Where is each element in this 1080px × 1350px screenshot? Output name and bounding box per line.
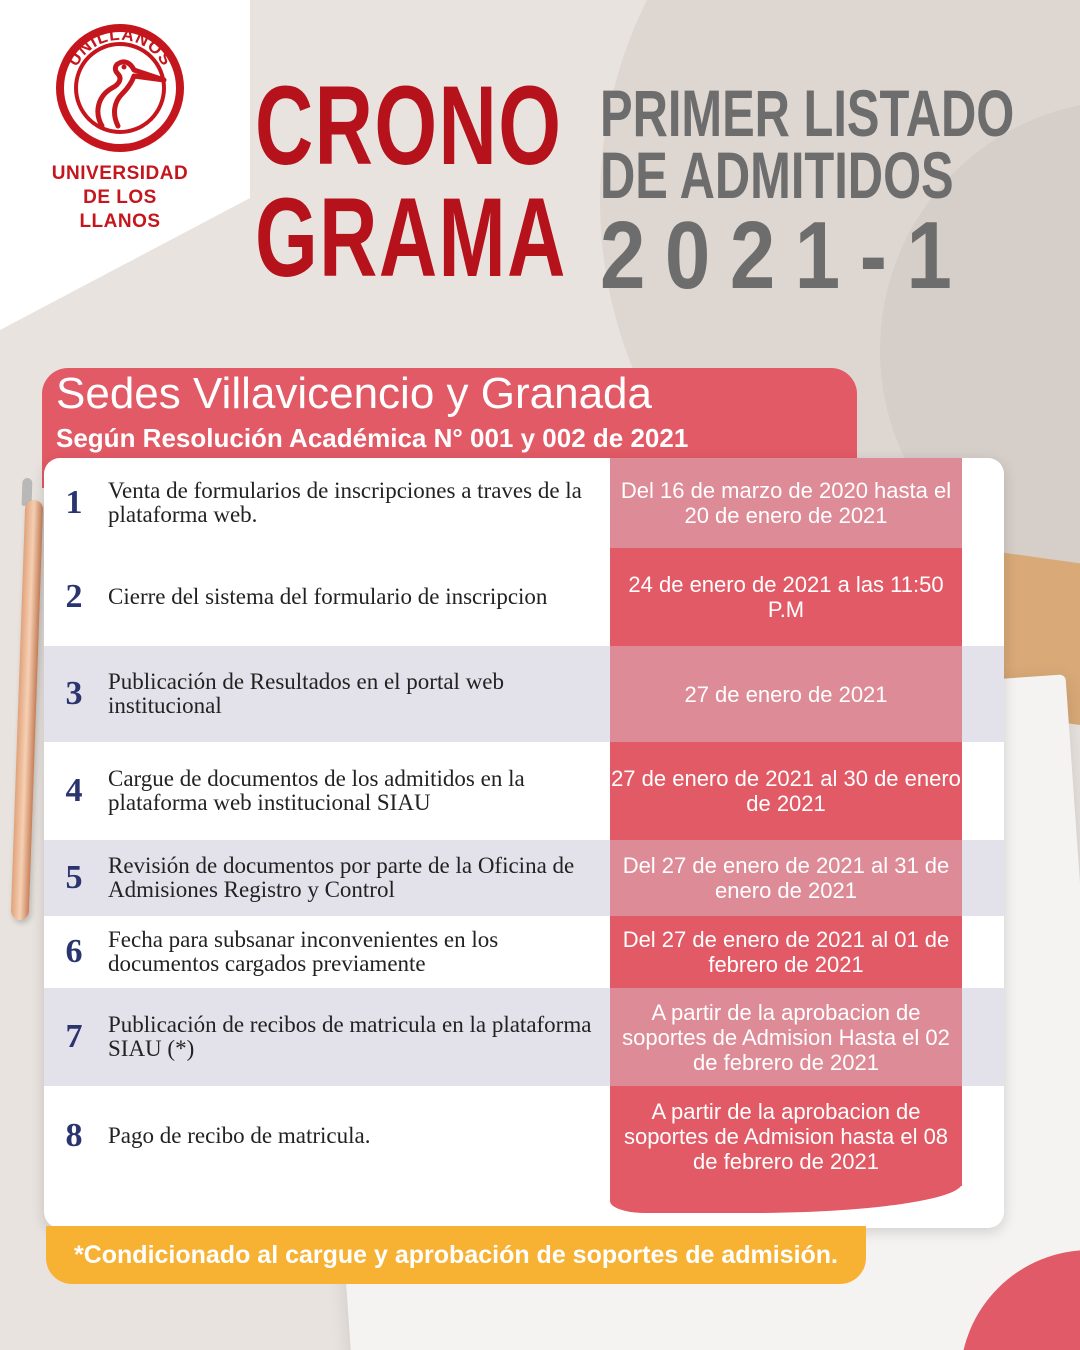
step-description: Revisión de documentos por parte de la Oficina de Admisiones Registro y Control (108, 853, 575, 902)
step-date: 27 de enero de 2021 al 30 de enero de 2021 (610, 742, 962, 840)
step-description: Fecha para subsanar inconvenientes en los documentos cargados previamente (108, 927, 499, 976)
step-date: Del 27 de enero de 2021 al 31 de enero de 2021 (610, 840, 962, 916)
step-date: 27 de enero de 2021 (610, 646, 962, 742)
step-number: 3 (65, 675, 83, 712)
step-number: 5 (65, 859, 83, 896)
schedule-row (44, 988, 1004, 1086)
schedule-row (44, 646, 1004, 742)
step-description: Cargue de documentos de los admitidos en la plataforma web institucional SIAU (108, 766, 525, 815)
step-number: 6 (65, 933, 83, 970)
step-description: Pago de recibo de matricula. (108, 1123, 371, 1148)
title-right-line3: 2021-1 (600, 202, 972, 309)
step-number: 1 (65, 484, 83, 521)
step-number: 8 (65, 1117, 83, 1154)
step-date: A partir de la aprobacion de soportes de Admision hasta el 08 de febrero de 2021 (610, 1086, 962, 1186)
heron-emblem-icon (54, 22, 186, 154)
university-name (40, 162, 200, 234)
background-pen (11, 500, 44, 920)
step-date: Del 16 de marzo de 2020 hasta el 20 de enero de 2021 (610, 458, 962, 548)
university-name-line2: DE LOS LLANOS (79, 187, 161, 232)
title-crono-line2: GRAMA (255, 175, 567, 300)
schedule-row (44, 548, 1004, 646)
step-description: Venta de formularios de inscripciones a traves de la plataforma web. (108, 478, 582, 527)
step-description: Publicación de Resultados en el portal web institucional (108, 669, 505, 718)
footer-note: *Condicionado al cargue y aprobación de soportes de admisión. (46, 1226, 866, 1284)
logo-arc-text: UNILLANOS (63, 24, 177, 70)
step-date: 24 de enero de 2021 a las 11:50 P.M (610, 548, 962, 646)
schedule-row (44, 742, 1004, 840)
step-number: 2 (65, 578, 83, 615)
date-column-curl (610, 1183, 962, 1213)
step-description: Publicación de recibos de matricula en la plataforma SIAU (*) (108, 1012, 592, 1061)
step-number: 4 (65, 772, 83, 809)
schedule-row (44, 458, 1004, 548)
banner-title: Sedes Villavicencio y Granada (56, 369, 652, 418)
schedule-row (44, 840, 1004, 916)
step-date: Del 27 de enero de 2021 al 01 de febrero de 2021 (610, 916, 962, 988)
step-date: A partir de la aprobacion de soportes de Admision Hasta el 02 de febrero de 2021 (610, 988, 962, 1086)
title-primer-listado (600, 76, 1080, 309)
step-description: Cierre del sistema del formulario de inscripcion (108, 584, 548, 609)
schedule-table (44, 458, 1004, 1228)
banner-subtitle: Según Resolución Académica N° 001 y 002 de 2021 (56, 423, 689, 453)
schedule-row (44, 1086, 1004, 1186)
university-logo (40, 22, 200, 234)
step-number: 7 (65, 1018, 83, 1055)
university-name-line1: UNIVERSIDAD (51, 163, 189, 184)
title-right-line1: PRIMER LISTADO (600, 76, 1015, 150)
schedule-row (44, 916, 1004, 988)
title-crono-line1: CRONO (255, 63, 563, 188)
title-right-line2: DE ADMITIDOS (600, 138, 954, 212)
